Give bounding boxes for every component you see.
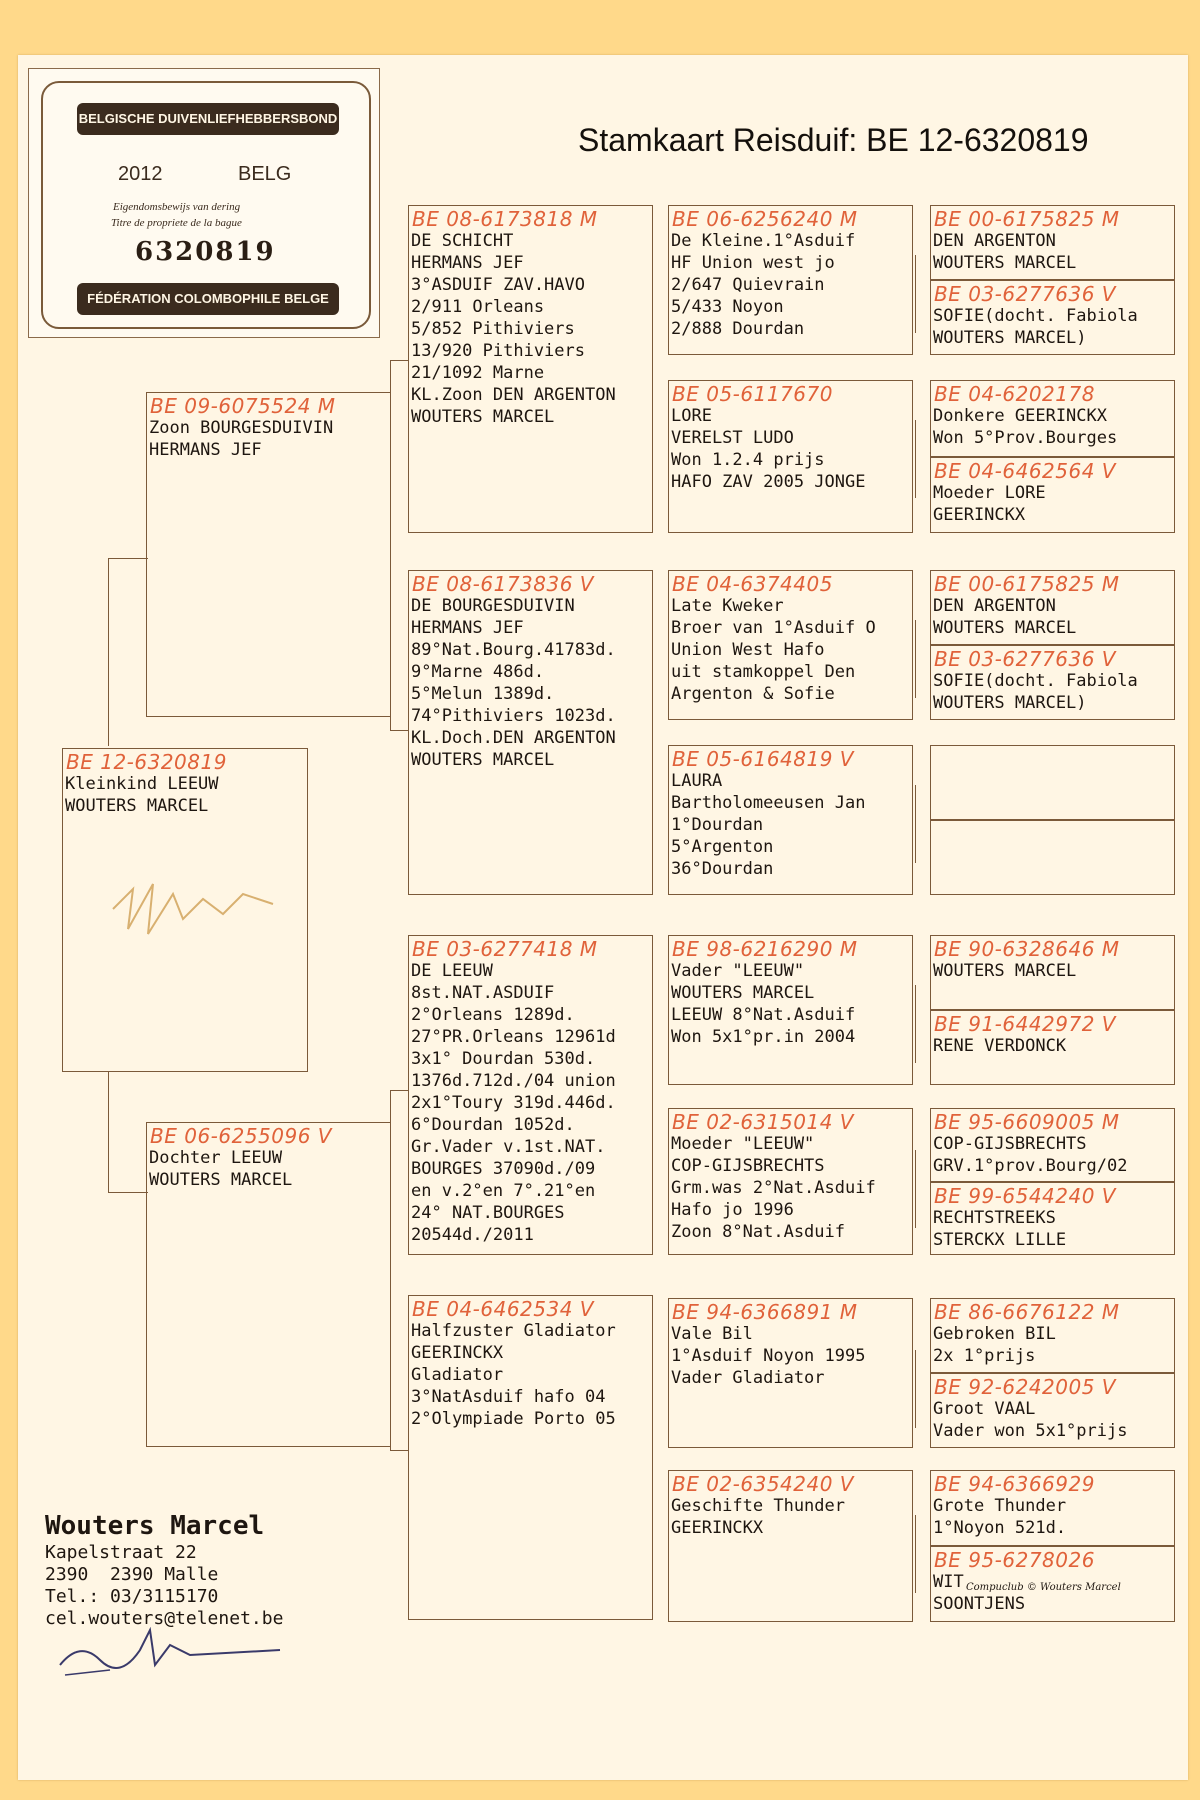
connector	[108, 1072, 109, 1192]
mother-card	[146, 1122, 391, 1447]
pigeon-line: 2°Olympiade Porto 05	[411, 1409, 616, 1429]
pigeon-line: WOUTERS MARCEL	[933, 618, 1077, 638]
owner-name: Wouters Marcel	[45, 1511, 265, 1541]
ancestor-card	[930, 645, 1175, 720]
pigeon-line: 1°Asduif Noyon 1995	[671, 1346, 866, 1366]
great-grandparent-card	[668, 1298, 913, 1448]
pigeon-line: WIT	[933, 1572, 964, 1592]
ancestor-card	[930, 280, 1175, 355]
great-grandparent-card	[668, 745, 913, 895]
pigeon-line: 5/852 Pithiviers	[411, 319, 575, 339]
ancestor-card	[930, 205, 1175, 280]
connector	[915, 1150, 916, 1228]
pigeon-line: LAURA	[671, 771, 723, 791]
pigeon-line: WOUTERS MARCEL	[149, 1170, 293, 1190]
pigeon-line: uit stamkoppel Den	[671, 662, 856, 682]
footer-credit: Compuclub © Wouters Marcel	[966, 1582, 1121, 1593]
ring-number: BE 03-6277636 V	[934, 282, 1116, 306]
connector	[915, 620, 916, 698]
connector	[390, 730, 408, 731]
ring-number: BE 95-6278026	[934, 1548, 1095, 1572]
great-grandparent-card	[668, 570, 913, 720]
pigeon-line: 9°Marne 486d.	[411, 662, 545, 682]
pigeon-line: WOUTERS MARCEL)	[933, 328, 1087, 348]
ancestor-card	[930, 1108, 1175, 1182]
pigeon-line: STERCKX LILLE	[933, 1230, 1067, 1250]
ring-number: BE 86-6676122 M	[934, 1300, 1120, 1324]
page-title: Stamkaart Reisduif: BE 12-6320819	[578, 122, 1089, 158]
pigeon-line: WOUTERS MARCEL	[411, 407, 555, 427]
ancestor-card	[930, 935, 1175, 1010]
ring-number: BE 06-6256240 M	[672, 207, 858, 231]
pigeon-card	[62, 748, 308, 1072]
pigeon-line: Argenton & Sofie	[671, 684, 835, 704]
pigeon-line: 36°Dourdan	[671, 859, 774, 879]
ring-number: BE 98-6216290 M	[672, 937, 858, 961]
great-grandparent-card	[668, 1108, 913, 1255]
pigeon-line: WOUTERS MARCEL	[933, 961, 1077, 981]
pigeon-line: Donkere GEERINCKX	[933, 406, 1107, 426]
pigeon-line: SOONTJENS	[933, 1594, 1026, 1614]
great-grandparent-card	[668, 1470, 913, 1622]
pigeon-line: WOUTERS MARCEL	[65, 796, 209, 816]
pigeon-line: en v.2°en 7°.21°en	[411, 1181, 596, 1201]
ring-number: BE 91-6442972 V	[934, 1012, 1116, 1036]
ring-number: BE 02-6354240 V	[672, 1472, 854, 1496]
pigeon-line: 21/1092 Marne	[411, 363, 545, 383]
ancestor-card	[930, 1182, 1175, 1255]
pigeon-line: Hafo jo 1996	[671, 1200, 794, 1220]
pigeon-line: LEEUW 8°Nat.Asduif	[671, 1005, 856, 1025]
pigeon-line: Dochter LEEUW	[149, 1148, 283, 1168]
pigeon-line: 2/888 Dourdan	[671, 319, 805, 339]
ancestor-card-empty	[930, 745, 1175, 820]
pigeon-line: COP-GIJSBRECHTS	[671, 1156, 825, 1176]
pigeon-line: DE SCHICHT	[411, 231, 514, 251]
pigeon-line: Zoon BOURGESDUIVIN	[149, 418, 334, 438]
pigeon-line: Bartholomeeusen Jan	[671, 793, 866, 813]
ring-number: BE 04-6462564 V	[934, 459, 1116, 483]
pigeon-line: BOURGES 37090d./09	[411, 1159, 596, 1179]
pigeon-line: SOFIE(docht. Fabiola	[933, 306, 1138, 326]
pigeon-line: Vader won 5x1°prijs	[933, 1421, 1128, 1441]
grandparent-card	[408, 935, 653, 1255]
ring-number: BE 05-6164819 V	[672, 747, 854, 771]
pigeon-line: KL.Zoon DEN ARGENTON	[411, 385, 616, 405]
owner-street: Kapelstraat 22	[45, 1542, 197, 1563]
ownership-certificate	[28, 68, 380, 338]
certificate-line-2: Titre de propriete de la bague	[111, 217, 242, 229]
pigeon-line: Grm.was 2°Nat.Asduif	[671, 1178, 876, 1198]
pigeon-line: 24° NAT.BOURGES	[411, 1203, 565, 1223]
pigeon-line: Groot VAAL	[933, 1399, 1036, 1419]
pigeon-line: Halfzuster Gladiator	[411, 1321, 616, 1341]
connector	[390, 1090, 408, 1091]
ring-number: BE 04-6202178	[934, 382, 1095, 406]
pigeon-line: Late Kweker	[671, 596, 784, 616]
pigeon-line: 13/920 Pithiviers	[411, 341, 585, 361]
connector	[390, 1450, 408, 1451]
pigeon-line: Moeder LORE	[933, 483, 1046, 503]
ring-number: BE 04-6374405	[672, 572, 833, 596]
pigeon-line: RECHTSTREEKS	[933, 1208, 1056, 1228]
pigeon-line: DEN ARGENTON	[933, 596, 1056, 616]
certificate-line-1: Eigendomsbewijs van dering	[113, 201, 241, 213]
ring-number: BE 04-6462534 V	[412, 1297, 594, 1321]
pigeon-line: HERMANS JEF	[149, 440, 262, 460]
pigeon-line: Gr.Vader v.1st.NAT.	[411, 1137, 606, 1157]
pigeon-line: 27°PR.Orleans 12961d	[411, 1027, 616, 1047]
ring-number: BE 06-6255096 V	[150, 1124, 332, 1148]
ancestor-card	[930, 1010, 1175, 1085]
pigeon-line: 1°Dourdan	[671, 815, 764, 835]
connector	[915, 985, 916, 1063]
pigeon-line: Geschifte Thunder	[671, 1496, 845, 1516]
certificate-country: BELG	[238, 163, 292, 185]
pigeon-line: HAFO ZAV 2005 JONGE	[671, 472, 866, 492]
pigeon-line: HERMANS JEF	[411, 618, 524, 638]
pigeon-line: HERMANS JEF	[411, 253, 524, 273]
grandparent-card	[408, 205, 653, 533]
pigeon-line: Broer van 1°Asduif O	[671, 618, 876, 638]
pigeon-line: KL.Doch.DEN ARGENTON	[411, 728, 616, 748]
pigeon-line: WOUTERS MARCEL	[671, 983, 815, 1003]
pigeon-line: 3°ASDUIF ZAV.HAVO	[411, 275, 585, 295]
ring-number: BE 95-6609005 M	[934, 1110, 1120, 1134]
pigeon-line: Won 5°Prov.Bourges	[933, 428, 1118, 448]
certificate-frame	[41, 81, 371, 329]
connector	[915, 420, 916, 498]
pigeon-line: HF Union west jo	[671, 253, 835, 273]
pigeon-line: 2x1°Toury 319d.446d.	[411, 1093, 616, 1113]
pigeon-line: DE BOURGESDUIVIN	[411, 596, 575, 616]
father-card	[146, 392, 391, 717]
certificate-bottom-band: FÉDÉRATION COLOMBOPHILE BELGE	[77, 283, 339, 315]
great-grandparent-card	[668, 380, 913, 533]
ring-number: BE 92-6242005 V	[934, 1375, 1116, 1399]
pigeon-line: Vader Gladiator	[671, 1368, 825, 1388]
ring-number: BE 90-6328646 M	[934, 937, 1120, 961]
pigeon-line: Moeder "LEEUW"	[671, 1134, 815, 1154]
pigeon-line: Won 1.2.4 prijs	[671, 450, 825, 470]
pigeon-line: Gladiator	[411, 1365, 504, 1385]
ring-number: BE 94-6366891 M	[672, 1300, 858, 1324]
ring-number: BE 02-6315014 V	[672, 1110, 854, 1134]
ancestor-card	[930, 1298, 1175, 1373]
ancestor-card	[930, 380, 1175, 457]
connector	[915, 255, 916, 333]
pigeon-line: Union West Hafo	[671, 640, 825, 660]
ring-number: BE 09-6075524 M	[150, 394, 336, 418]
owner-block	[45, 1510, 283, 1630]
pigeon-line: Gebroken BIL	[933, 1324, 1056, 1344]
pigeon-line: Vader "LEEUW"	[671, 961, 805, 981]
certificate-year: 2012	[118, 163, 163, 185]
ring-number: BE 94-6366929	[934, 1472, 1095, 1496]
ring-number: BE 08-6173818 M	[412, 207, 598, 231]
pigeon-line: 1376d.712d./04 union	[411, 1071, 616, 1091]
owner-signature	[50, 1620, 290, 1680]
pigeon-line: GRV.1°prov.Bourg/02	[933, 1156, 1128, 1176]
connector	[915, 1350, 916, 1428]
pigeon-line: Zoon 8°Nat.Asduif	[671, 1222, 845, 1242]
pigeon-line: RENE VERDONCK	[933, 1036, 1067, 1056]
ring-number: BE 03-6277636 V	[934, 647, 1116, 671]
pigeon-line: SOFIE(docht. Fabiola	[933, 671, 1138, 691]
pigeon-line: 8st.NAT.ASDUIF	[411, 983, 555, 1003]
pigeon-line: De Kleine.1°Asduif	[671, 231, 856, 251]
pigeon-line: 74°Pithiviers 1023d.	[411, 706, 616, 726]
pigeon-line: DEN ARGENTON	[933, 231, 1056, 251]
owner-email: cel.wouters@telenet.be	[45, 1608, 284, 1629]
pigeon-line: 89°Nat.Bourg.41783d.	[411, 640, 616, 660]
pigeon-line: 6°Dourdan 1052d.	[411, 1115, 575, 1135]
pigeon-line: LORE	[671, 406, 712, 426]
ring-number: BE 08-6173836 V	[412, 572, 594, 596]
connector	[108, 558, 109, 746]
pigeon-line: 2x 1°prijs	[933, 1346, 1036, 1366]
pigeon-line: Kleinkind LEEUW	[65, 774, 219, 794]
ring-number: BE 12-6320819	[66, 750, 227, 774]
certificate-top-band: BELGISCHE DUIVENLIEFHEBBERSBOND	[77, 103, 339, 135]
pigeon-line: 3°NatAsduif hafo 04	[411, 1387, 606, 1407]
connector	[108, 558, 148, 559]
pigeon-line: 2/911 Orleans	[411, 297, 545, 317]
ancestor-card	[930, 1373, 1175, 1448]
ancestor-card	[930, 570, 1175, 645]
great-grandparent-card	[668, 205, 913, 355]
pigeon-line: DE LEEUW	[411, 961, 493, 981]
ancestor-card-empty	[930, 820, 1175, 895]
ring-number: BE 00-6175825 M	[934, 572, 1120, 596]
pigeon-line: 2/647 Quievrain	[671, 275, 825, 295]
great-grandparent-card	[668, 935, 913, 1085]
pigeon-line: 2°Orleans 1289d.	[411, 1005, 575, 1025]
pigeon-line: WOUTERS MARCEL	[933, 253, 1077, 273]
pigeon-line: GEERINCKX	[933, 505, 1026, 525]
connector	[915, 785, 916, 863]
pigeon-line: WOUTERS MARCEL	[411, 750, 555, 770]
pigeon-line: 1°Noyon 521d.	[933, 1518, 1067, 1538]
pigeon-line: VERELST LUDO	[671, 428, 794, 448]
pigeon-line: Grote Thunder	[933, 1496, 1067, 1516]
connector	[915, 1515, 916, 1593]
pigeon-line: 5°Argenton	[671, 837, 774, 857]
pigeon-line: 3x1° Dourdan 530d.	[411, 1049, 596, 1069]
pigeon-line: GEERINCKX	[411, 1343, 504, 1363]
connector	[108, 1192, 148, 1193]
pigeon-line: COP-GIJSBRECHTS	[933, 1134, 1087, 1154]
ancestor-card	[930, 1470, 1175, 1546]
pigeon-line: 5°Melun 1389d.	[411, 684, 555, 704]
connector	[390, 360, 408, 361]
ring-number: BE 05-6117670	[672, 382, 833, 406]
ring-number: BE 03-6277418 M	[412, 937, 598, 961]
grandparent-card	[408, 570, 653, 895]
grandparent-card	[408, 1295, 653, 1620]
pigeon-line: GEERINCKX	[671, 1518, 764, 1538]
ancestor-card	[930, 457, 1175, 533]
pigeon-line: Won 5x1°pr.in 2004	[671, 1027, 856, 1047]
pigeon-line: 5/433 Noyon	[671, 297, 784, 317]
ring-number: BE 99-6544240 V	[934, 1184, 1116, 1208]
pigeon-line: Vale Bil	[671, 1324, 753, 1344]
pigeon-line: WOUTERS MARCEL)	[933, 693, 1087, 713]
signature-scribble	[103, 869, 283, 949]
pigeon-line: 20544d./2011	[411, 1225, 534, 1245]
owner-city: 2390 2390 Malle	[45, 1564, 219, 1585]
ring-number: BE 00-6175825 M	[934, 207, 1120, 231]
certificate-number: 6320819	[135, 237, 276, 267]
owner-phone: Tel.: 03/3115170	[45, 1586, 219, 1607]
